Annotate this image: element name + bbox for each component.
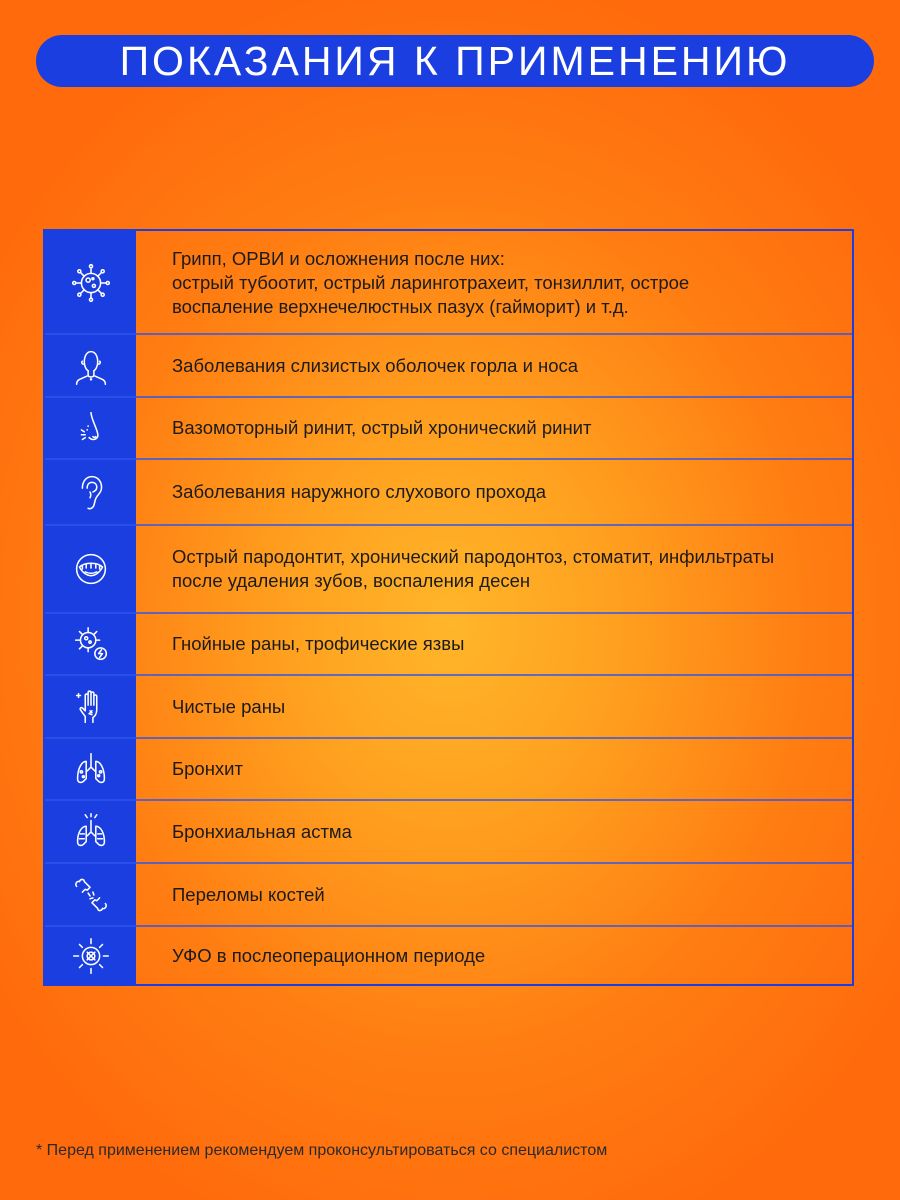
indication-row <box>45 613 852 675</box>
indication-text: Бронхит <box>172 758 243 779</box>
indication-row <box>45 675 852 738</box>
ear-icon <box>45 459 136 525</box>
indication-row <box>45 459 852 525</box>
indication-row <box>45 525 852 613</box>
bacteria-icon <box>45 613 136 675</box>
indication-text: Гнойные раны, трофические язвы <box>172 633 465 654</box>
indication-row <box>45 397 852 459</box>
indication-row <box>45 800 852 863</box>
indication-text: Заболевания слизистых оболочек горла и носа <box>172 354 579 376</box>
indication-row <box>45 231 852 334</box>
lungs-icon <box>45 738 136 800</box>
broken-bone-icon <box>45 863 136 926</box>
indication-row <box>45 863 852 926</box>
nose-icon <box>45 397 136 459</box>
hand-icon <box>45 675 136 738</box>
asthma-lungs-icon <box>45 800 136 863</box>
indication-text: Острый пародонтит, хронический пародонтоз, стоматит, инфильтраты после удаления зубов, воспаления десен <box>172 546 775 591</box>
indication-row <box>45 334 852 397</box>
virus-icon <box>45 231 136 334</box>
disclaimer-footnote: * Перед применением рекомендуем проконсультироваться со специалистом <box>36 1142 608 1159</box>
indication-text: Бронхиальная астма <box>172 820 352 842</box>
indication-text: Чистые раны <box>172 695 286 717</box>
indication-row <box>45 926 852 986</box>
indication-row <box>45 738 852 800</box>
page-title: ПОКАЗАНИЯ К ПРИМЕНЕНИЮ <box>119 37 791 84</box>
title-banner <box>36 35 874 87</box>
throat-icon <box>45 334 136 397</box>
uv-lamp-icon <box>45 926 136 986</box>
indication-text: Переломы костей <box>172 883 325 905</box>
indication-text: УФО в послеоперационном периоде <box>172 945 486 966</box>
mouth-icon <box>45 525 136 613</box>
indications-table <box>43 229 854 986</box>
indication-text: Грипп, ОРВИ и осложнения после них: острый тубоотит, острый ларинготрахеит, тонзиллит, острое воспаление верхнечелюстных пазух (гайморит) и т.д. <box>172 247 690 317</box>
indication-text: Заболевания наружного слухового прохода <box>172 481 547 502</box>
indication-text: Вазомоторный ринит, острый хронический ринит <box>172 417 592 438</box>
